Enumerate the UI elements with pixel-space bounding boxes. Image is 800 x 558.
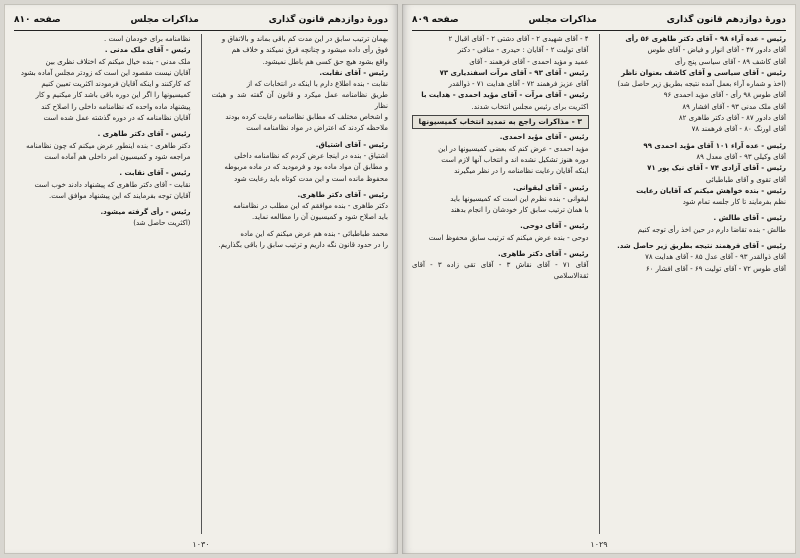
speaker-line: رئیس - آقای اشتیاق. [315,140,388,149]
speaker-line: رئیس - آقای نقابت. [319,68,388,77]
text-line: (اخذ و شماره آراء بعمل آمده نتیجه بطریق زیر حاصل شد) [617,80,786,89]
text-line: باید اصلاح شود و کمیسیون آن را مطالعه نماید. [252,213,388,222]
speaker-line: رئیس - آقای مرآت - آقای مؤید احمدی - هدایت با [421,91,589,100]
text-line: آقای طوس ۷۲ - آقای تولیت ۶۹ - آقای افشار ۶۰ [645,264,786,273]
speaker-line: رئیس - آقای مؤید احمدی. [499,133,589,142]
text-line: طریق نظامنامه عمل میکرد و قانون آن گفته شد و هیئت نظار [211,91,388,110]
header-section: مذاکرات مجلس [528,15,597,25]
text-line: آقای دادور ۸۷ - آقای دکتر طاهری ۸۲ [678,114,786,123]
text-line: دوحی - بنده عرض میکنم که ترتیب سابق محفوظ است [428,233,589,242]
text-line: که کارکنند و اینکه آقایان فرمودند اکثریت تعیین کنیم [41,80,191,89]
text-line: کمیسیونها را اگر این دوره باقی باشد کار میکنیم و کار [35,91,191,100]
text-line: واقع بشود هیچ حق کسی هم باطل نمیشود. [262,57,388,66]
speaker-line: رئیس - آقای دکتر طاهری. [498,250,589,259]
page-810 [4,4,398,554]
text-line: مؤید احمدی - عرض کنم که بعضی کمیسیونها در این [438,144,589,153]
text-line: دکتر طاهری - بنده موافقم که این مطلب در نظامنامه [233,202,388,211]
text-line: آقای اورنگ ۸۰ - آقای فرهمند ۷۸ [691,125,786,134]
text-line: ۴ - آقای شهیدی ۲ - آقای دشتی ۲ - آقای اقبال ۲ [448,35,589,43]
text-line: آقای تقوی و آقای طباطبائی [705,175,786,184]
text-line: آقای تولیت ۲ - آقایان : حیدری - منافی - دکتر [457,46,589,55]
speaker-line: رئیس - آقای لیقوانی. [513,183,589,192]
speaker-line: رئیس - رأی گرفته میشود. [100,208,191,217]
text-line: آقای ذوالقدر ۹۳ - آقای عدل ۸۵ - آقای هدایت ۷۸ [645,253,786,262]
document-spread [4,4,796,554]
text-line: اکثریت برای رئیس مجلس انتخاب شدند. [471,102,589,111]
text-line: و مطابق آن مواد ماده بود و فرمودید که در ماده مربوطه [224,163,388,172]
text-line: نظم بفرمایند تا کار جلسه تمام شود [682,198,786,207]
text-line: نظامنامه برای خودمان است . [104,35,191,43]
speaker-line: رئیس - آقای ۹۳ - آقای مرآت اسفندیاری ۷۳ [439,68,589,77]
text-line: محفوظ مانده است و این مدت کوتاه باید رعایت شود [234,174,388,183]
text-columns [14,34,388,534]
text-line: اشتیاق - بنده در اینجا عرض کردم که نظامنامه داخلی [234,151,388,160]
speaker-line: رئیس - آقای نقابت . [119,169,191,178]
text-columns [412,34,786,534]
text-line: آقای دادور ۴۷ - آقای انوار و فیاض - آقای طوس [647,46,786,55]
speaker-line: رئیس - عده آراء ۱۰۱ آقای مؤید احمدی ۹۹ [643,141,786,150]
folio-number: ۱۰۳۰ [192,540,210,549]
header-page-number: صفحه ۸۰۹ [412,15,459,25]
speaker-line: رئیس - آقای فرهمند نتیجه بطریق زیر حاصل شد. [617,242,786,251]
text-line: آقای ملک مدنی ۹۳ - آقای افشار ۸۹ [682,102,786,111]
text-line: فوق رأی داده میشود و چنانچه فرق نمیکند و خلاف هم [231,46,388,55]
text-line: را در حدود قانون نگه داریم و ترتیب سابق را باقی بگذاریم. [218,241,388,250]
text-line: با همان ترتیب سابق کار خودشان را انجام بدهند [450,206,589,215]
column-left [14,34,191,534]
text-line: آقای عزیز فرهمند ۷۲ - آقای هدایت ۷۱ - ذوالقدر [448,80,589,89]
column-right [212,34,389,534]
header-session: دورهٔ دوازدهم قانون گذاری [268,15,388,25]
text-line: آقایان نظامنامه که در دوره گذشته عمل شده است [43,114,191,123]
text-line: طالش - بنده تقاضا دارم در حین اخذ رأی توجه کنیم [637,225,786,234]
text-line: عمید و مؤید احمدی - آقای فرهمند - آقای [469,57,589,66]
page-809 [402,4,796,554]
text-line: نقابت - بنده اطلاع دارم با اینکه در انتخابات که از [246,80,388,89]
text-line: بهمان ترتیب سابق در این مدت کم باقی بماند و بالاتفاق و [221,35,388,43]
header-section: مذاکرات مجلس [130,15,199,25]
text-line: ملک مدنی - بنده خیال میکنم که اختلاف نظری بین [45,57,191,66]
text-line: دکتر طاهری - بنده اینطور عرض میکنم که چون نظامنامه [26,141,191,150]
section-heading: ۳ - مذاکرات راجع به تمدید انتخاب کمیسیونها [412,115,589,129]
speaker-line: رئیس - آقای دکتر طاهری . [97,130,191,139]
text-line: محمد طباطبائی - بنده هم عرض میکنم که این ماده [240,229,388,238]
text-line: لیقوانی - بنده نظرم این است که کمیسیونها باید [450,194,589,203]
folio-number: ۱۰۲۹ [590,540,608,549]
text-line: ملاحظه کردند که اعتراض در مواد نظامنامه است [246,124,388,133]
speaker-line: رئیس - آقای آزادی ۷۴ - آقای نیک پور ۷۱ [647,164,786,173]
text-line: آقای ۷۱ - آقای نقاش ۳ - آقای تقی زاده ۳ - آقای ثقةالاسلامی [412,261,589,280]
page-header [14,12,388,31]
speaker-line: رئیس - آقای دوحی. [520,222,589,231]
text-line: اینکه آقایان رعایت نظامنامه را در نظر میگیرند [454,167,589,176]
text-line: آقایان توجه بفرمایند که این پیشنهاد موافق است. [49,191,191,200]
column-divider [599,34,600,534]
speaker-line: رئیس - بنده خواهش میکنم که آقایان رعایت [636,186,786,195]
speaker-line: رئیس - آقای طالش . [713,214,786,223]
text-line: (اکثریت حاصل شد) [133,219,191,228]
header-page-number: صفحه ۸۱۰ [14,15,61,25]
speaker-line: رئیس - آقای دکتر طاهری. [297,190,388,199]
text-line: آقای وکیلی ۹۳ - آقای معدل ۸۹ [696,152,786,161]
text-line: آقایان نیست مقصود این است که زودتر مجلس آماده بشود [20,68,191,77]
text-line: مراجعه شود و کمیسیون امر داخلی هم آماده است [44,152,191,161]
text-line: آقای طوس ۹۸ رأی - آقای مؤید احمدی ۹۶ [663,91,786,100]
column-right [610,34,787,534]
text-line: نقابت - آقای دکتر طاهری که پیشنهاد دادند خوب است [34,180,191,189]
speaker-line: رئیس - آقای ملک مدنی . [104,46,191,55]
page-header [412,12,786,31]
speaker-line: رئیس - عده آراء ۹۸ - آقای دکتر طاهری ۵۶ رأی [625,35,786,43]
text-line: دوره هنوز تشکیل نشده اند و انتخاب آنها لازم است [441,155,589,164]
text-line: آقای کاشف ۸۹ - آقای سیاسی پنج رأی [674,57,786,66]
column-left [412,34,589,534]
text-line: و اشخاص مختلف که مطابق نظامنامه رعایت کرده بودند [225,113,388,122]
column-divider [201,34,202,534]
speaker-line: رئیس - آقای سیاسی و آقای کاشف بعنوان ناظر [621,68,786,77]
text-line: پیشنهاد ماده واحده که نظامنامه داخلی را اصلاح کند [41,102,191,111]
header-session: دورهٔ دوازدهم قانون گذاری [666,15,786,25]
